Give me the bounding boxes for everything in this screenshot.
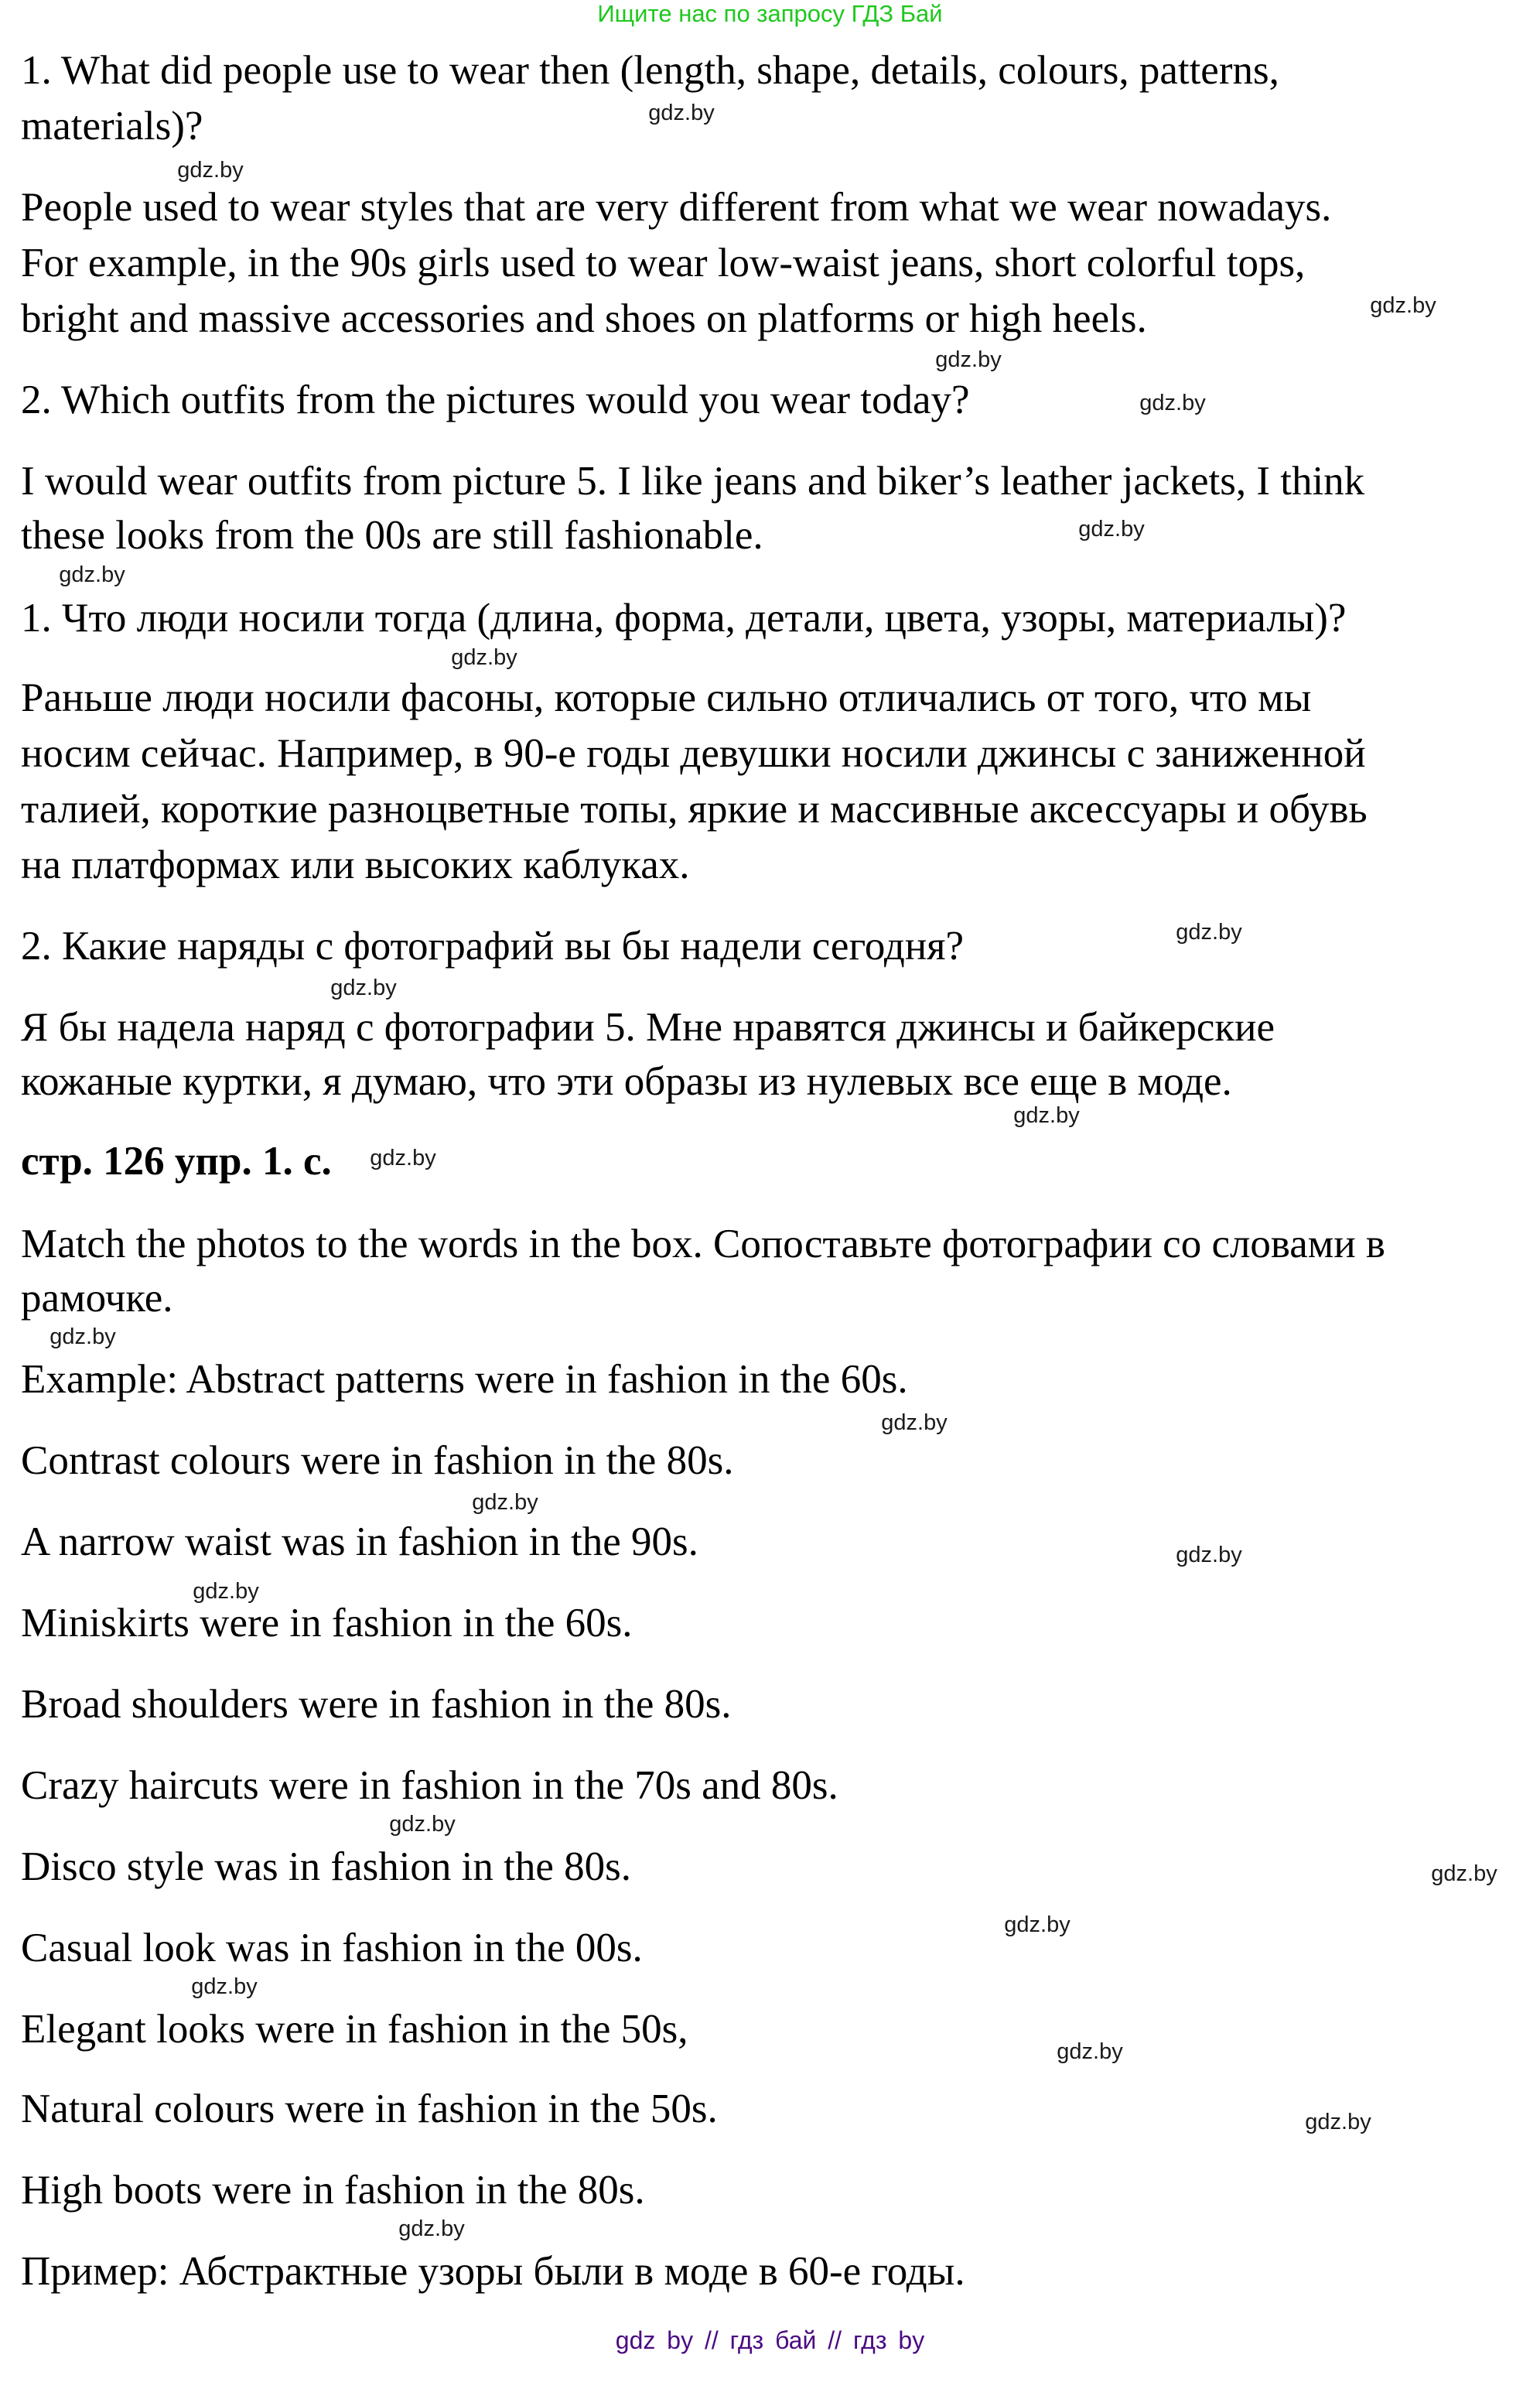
watermark-label: gdz.by: [1176, 920, 1242, 945]
text-line: materials)?: [21, 104, 203, 149]
text-line: Я бы надела наряд с фотографии 5. Мне нравятся джинсы и байкерские: [21, 1005, 1275, 1050]
text-line: Disco style was in fashion in the 80s.: [21, 1844, 632, 1889]
watermark-label: gdz.by: [1431, 1861, 1497, 1886]
watermark-label: gdz.by: [1004, 1912, 1070, 1937]
text-line: Match the photos to the words in the box. Сопоставьте фотографии со словами в: [21, 1222, 1385, 1266]
watermark-label: gdz.by: [935, 347, 1002, 372]
text-line: Casual look was in fashion in the 00s.: [21, 1926, 643, 1970]
watermark-label: gdz.by: [1057, 2039, 1123, 2064]
text-line: Contrast colours were in fashion in the 80s.: [21, 1438, 734, 1483]
watermark-label: gdz.by: [1176, 1543, 1242, 1567]
text-line: 2. Какие наряды с фотографий вы бы надели сегодня?: [21, 924, 965, 969]
text-line: 1. What did people use to wear then (length, shape, details, colours, patterns,: [21, 48, 1279, 93]
watermark-label: gdz.by: [193, 1579, 259, 1604]
footer-links: gdz by // гдз бай // гдз by: [615, 2326, 925, 2354]
text-line: 1. Что люди носили тогда (длина, форма, детали, цвета, узоры, материалы)?: [21, 596, 1347, 641]
watermark-label: gdz.by: [398, 2216, 465, 2241]
watermark-label: gdz.by: [648, 101, 715, 125]
watermark-label: gdz.by: [50, 1324, 116, 1349]
watermark-label: gdz.by: [472, 1490, 538, 1515]
watermark-label: gdz.by: [177, 158, 244, 183]
text-line: 2. Which outfits from the pictures would you wear today?: [21, 378, 970, 422]
section-heading: стр. 126 упр. 1. с.: [21, 1139, 332, 1184]
text-line: Broad shoulders were in fashion in the 80s.: [21, 1682, 732, 1727]
text-line: these looks from the 00s are still fashionable.: [21, 513, 763, 558]
text-line: For example, in the 90s girls used to wear low-waist jeans, short colorful tops,: [21, 241, 1306, 285]
text-line: Natural colours were in fashion in the 50s.: [21, 2086, 718, 2131]
watermark-label: gdz.by: [59, 562, 125, 587]
search-banner: Ищите нас по запросу ГДЗ Бай: [597, 0, 943, 27]
watermark-label: gdz.by: [881, 1410, 948, 1435]
watermark-label: gdz.by: [389, 1812, 456, 1837]
watermark-label: gdz.by: [330, 976, 397, 1000]
text-line: Раньше люди носили фасоны, которые сильно отличались от того, что мы: [21, 675, 1312, 720]
watermark-label: gdz.by: [1078, 517, 1145, 542]
watermark-label: gdz.by: [1139, 391, 1206, 415]
watermark-label: gdz.by: [191, 1974, 258, 1999]
watermark-label: gdz.by: [1013, 1103, 1080, 1128]
text-line: People used to wear styles that are very different from what we wear nowadays.: [21, 185, 1332, 230]
watermark-label: gdz.by: [1370, 293, 1436, 318]
text-line: кожаные куртки, я думаю, что эти образы из нулевых все еще в моде.: [21, 1059, 1232, 1104]
text-line: рамочке.: [21, 1276, 173, 1321]
watermark-label: gdz.by: [370, 1146, 436, 1170]
text-line: Elegant looks were in fashion in the 50s,: [21, 2007, 688, 2052]
text-line: I would wear outfits from picture 5. I like jeans and biker’s leather jackets, I think: [21, 459, 1365, 504]
text-line: Пример: Абстрактные узоры были в моде в 60-е годы.: [21, 2249, 965, 2294]
watermark-label: gdz.by: [451, 645, 517, 670]
text-line: на платформах или высоких каблуках.: [21, 842, 690, 887]
text-line: A narrow waist was in fashion in the 90s.: [21, 1519, 698, 1564]
text-line: bright and massive accessories and shoes on platforms or high heels.: [21, 296, 1147, 341]
text-line: носим сейчас. Например, в 90-е годы девушки носили джинсы с заниженной: [21, 731, 1366, 776]
text-line: Miniskirts were in fashion in the 60s.: [21, 1601, 633, 1646]
text-line: High boots were in fashion in the 80s.: [21, 2168, 645, 2213]
text-line: талией, короткие разноцветные топы, яркие и массивные аксессуары и обувь: [21, 787, 1368, 832]
text-line: Example: Abstract patterns were in fashion in the 60s.: [21, 1357, 908, 1402]
text-line: Crazy haircuts were in fashion in the 70s and 80s.: [21, 1763, 838, 1808]
watermark-label: gdz.by: [1305, 2110, 1371, 2134]
